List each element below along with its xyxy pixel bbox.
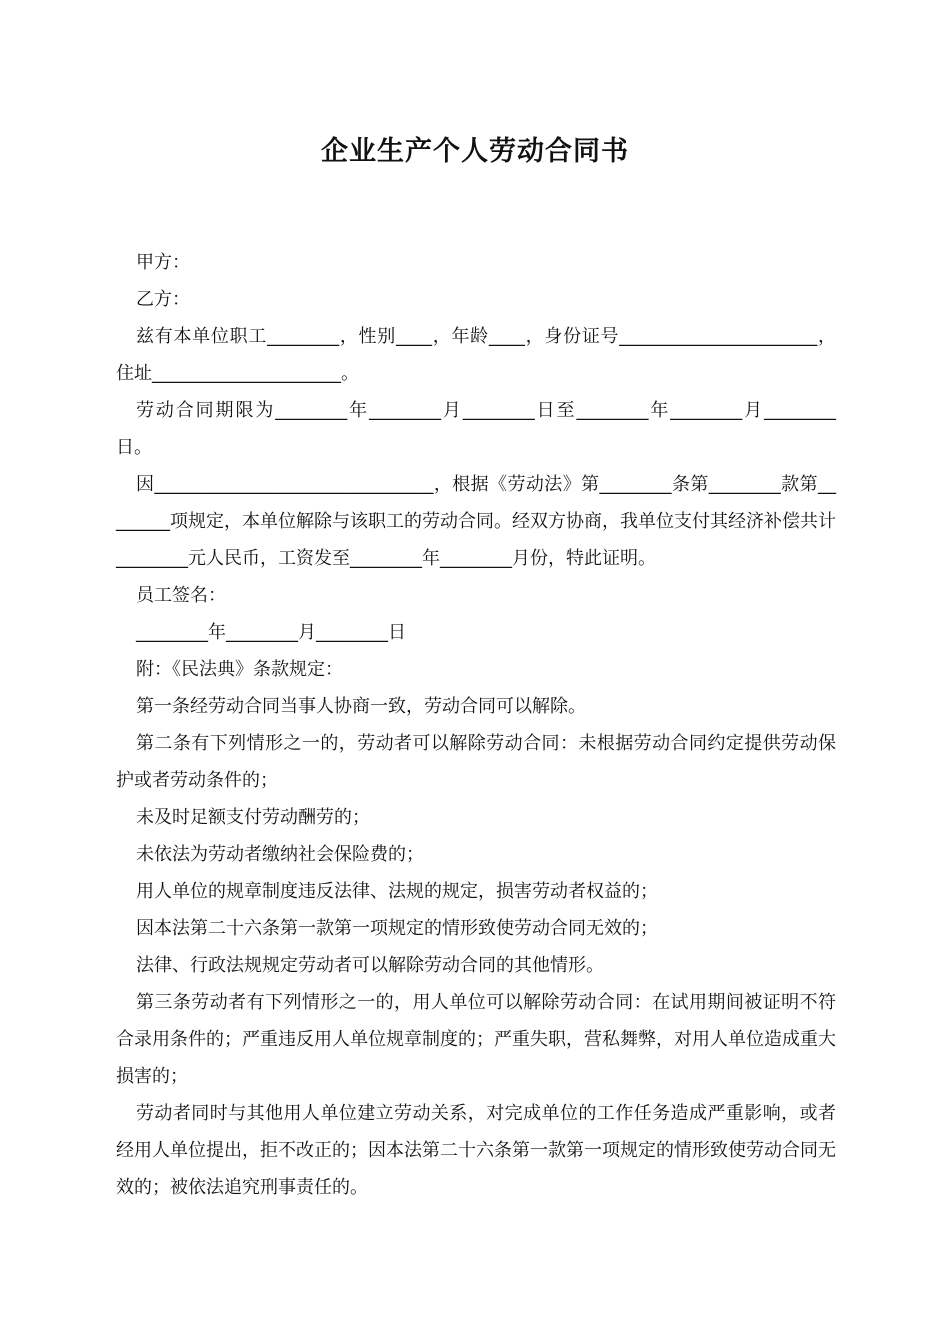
article-3: 第三条劳动者有下列情形之一的，用人单位可以解除劳动合同：在试用期间被证明不符合录用条件的；严重违反用人单位规章制度的；严重失职，营私舞弊，对用人单位造成重大损害的；: [116, 992, 836, 1087]
party-a-line: 甲方：: [136, 252, 190, 273]
termination-paragraph: 因_______________________________，根据《劳动法》第________条第________款第________项规定，本单位解除与该职工的劳动合同。经双方协商，我单位支付其经济补偿共计________元人民币，工资发至________年________月份，特此证明。: [116, 474, 836, 569]
employee-signature-line: 员工签名：: [136, 585, 226, 606]
employee-info-paragraph: 兹有本单位职工________，性别____，年龄____，身份证号______________________，住址_____________________。: [116, 326, 836, 384]
article-1: 第一条经劳动合同当事人协商一致，劳动合同可以解除。: [136, 696, 586, 717]
document-body: [116, 244, 836, 1206]
appendix-heading: 附：《民法典》条款规定：: [136, 659, 343, 680]
article-2-item: 未及时足额支付劳动酬劳的；: [136, 807, 370, 828]
article-2-item: 用人单位的规章制度违反法律、法规的规定，损害劳动者权益的；: [136, 881, 658, 902]
article-2: 第二条有下列情形之一的，劳动者可以解除劳动合同：未根据劳动合同约定提供劳动保护或者劳动条件的；: [116, 733, 836, 791]
party-b-line: 乙方：: [136, 289, 190, 310]
article-2-item: 未依法为劳动者缴纳社会保险费的；: [136, 844, 424, 865]
article-3-continued: 劳动者同时与其他用人单位建立劳动关系，对完成单位的工作任务造成严重影响，或者经用人单位提出，拒不改正的；因本法第二十六条第一款第一项规定的情形致使劳动合同无效的；被依法追究刑事责任的。: [116, 1103, 836, 1198]
signature-date-line: ________年________月________日: [136, 622, 406, 643]
document-title: 企业生产个人劳动合同书: [321, 136, 629, 167]
article-2-item: 法律、行政法规规定劳动者可以解除劳动合同的其他情形。: [136, 955, 604, 976]
article-2-item: 因本法第二十六条第一款第一项规定的情形致使劳动合同无效的；: [136, 918, 658, 939]
contract-term-paragraph: 劳动合同期限为________年________月________日至________年________月________日。: [116, 400, 836, 458]
